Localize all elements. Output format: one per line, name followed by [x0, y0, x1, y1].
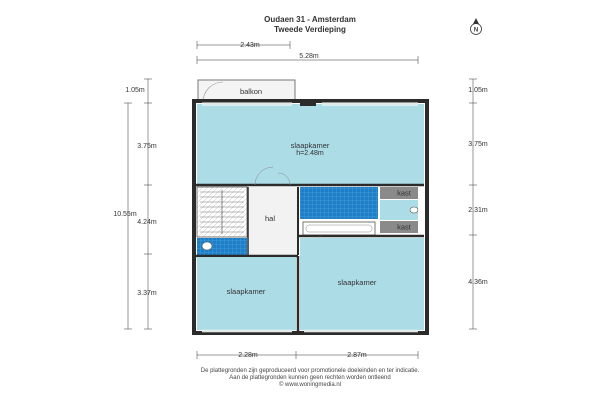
compass-label: N — [473, 27, 479, 34]
hall-label: hal — [264, 214, 276, 223]
bathtub — [303, 222, 375, 235]
toilet-icon — [202, 242, 212, 250]
disclaimer-line-1: De plattegronden zijn geproduceerd voor promotionele doeleinden en ter indicatie. — [200, 368, 420, 374]
dim-top-partial: 2.43m — [240, 42, 260, 49]
bedroom-top-height: h=2.48m — [296, 150, 324, 157]
dim-right-upper: 3.75m — [468, 141, 488, 148]
dim-left-middle: 4.24m — [137, 219, 157, 226]
dimension-right — [469, 79, 477, 329]
disclaimer-line-2: Aan de plattegronden kunnen geen rechten worden ontleend — [229, 375, 391, 381]
balcony-label: balkon — [239, 87, 263, 96]
dim-left-lower: 3.37m — [137, 290, 157, 297]
bedroom-top-label: slaapkamer — [290, 141, 330, 150]
compass-icon — [471, 18, 482, 35]
dim-top-total: 5.28m — [299, 53, 319, 60]
disclaimer-line-3: © www.woningmedia.nl — [278, 382, 342, 388]
bedroom-bottom-left-label: slaapkamer — [226, 287, 266, 296]
page-subtitle: Tweede Verdieping — [274, 25, 346, 34]
dim-left-upper: 3.75m — [137, 143, 157, 150]
dim-left-total: 10.55m — [113, 211, 137, 218]
bedroom-bottom-right-label: slaapkamer — [337, 278, 377, 287]
dim-bottom-left: 2.28m — [238, 352, 258, 359]
closet-2-label: kast — [397, 222, 411, 232]
dim-right-middle: 2.31m — [468, 207, 488, 214]
dimension-bottom — [197, 351, 418, 359]
dim-right-balcony: 1.05m — [468, 87, 488, 94]
bathroom-area — [300, 187, 378, 219]
dim-left-balcony: 1.05m — [125, 87, 145, 94]
sink-icon — [410, 207, 418, 213]
dim-right-lower: 4.36m — [468, 279, 488, 286]
closet-1-label: kast — [397, 188, 411, 198]
dim-bottom-right: 2.87m — [347, 352, 367, 359]
page-title: Oudaen 31 - Amsterdam — [264, 15, 356, 24]
